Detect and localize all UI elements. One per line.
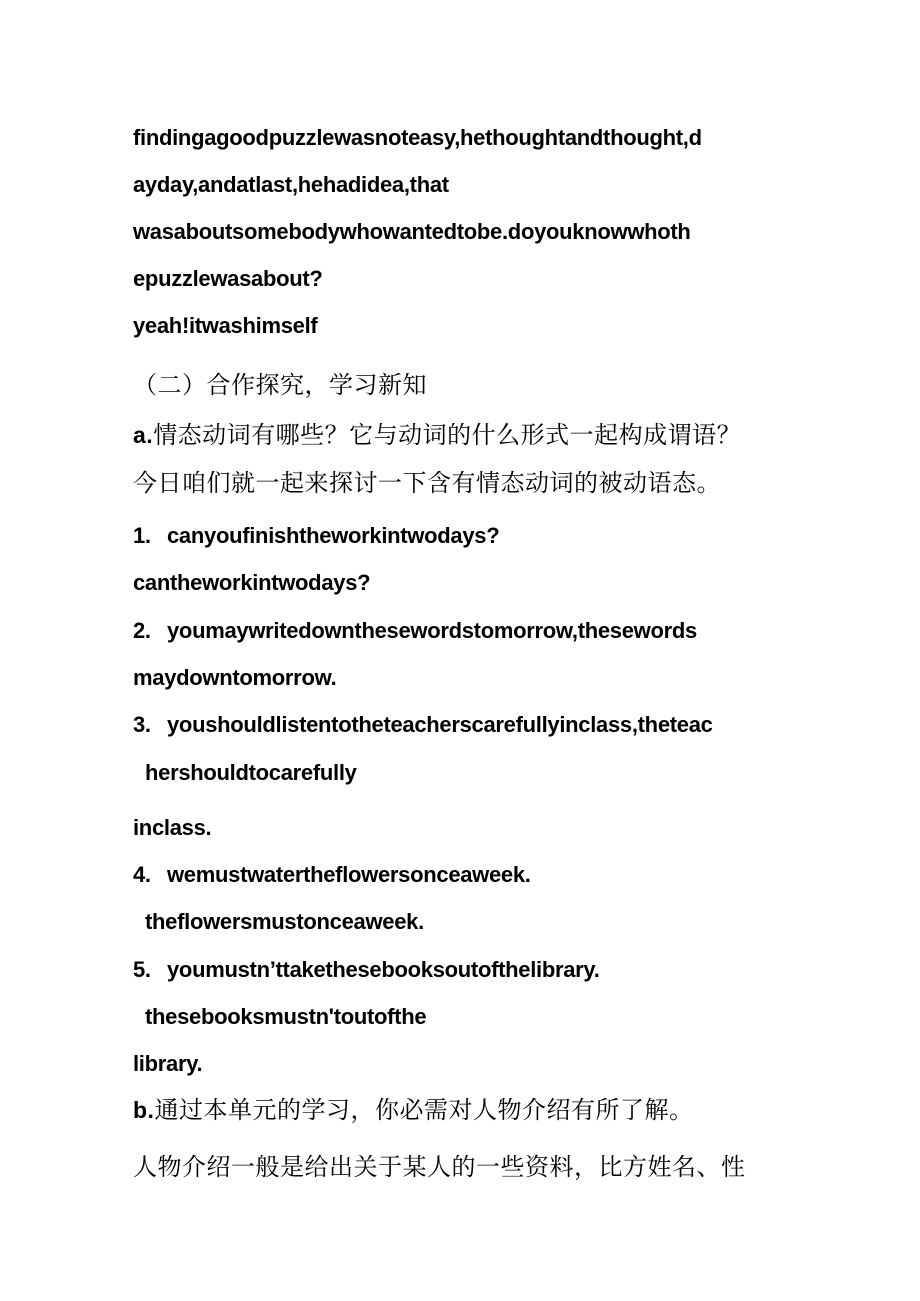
- exercise-number: 3.: [133, 712, 151, 737]
- exercise-text: youmustn’ttakethesebooksoutofthelibrary.: [167, 957, 600, 982]
- part-b-label: b.: [133, 1097, 155, 1123]
- exercise-5-line-1: [133, 959, 600, 981]
- intro-line-5: yeah!itwashimself: [133, 313, 318, 338]
- exercise-text: youshouldlistentotheteacherscarefullyinclass,theteac: [167, 712, 713, 737]
- exercise-1-line-1: [133, 525, 499, 547]
- exercise-text: youmaywritedownthesewordstomorrow,thesewords: [167, 618, 697, 643]
- exercise-number: 2.: [133, 618, 151, 643]
- exercise-1-line-2: cantheworkintwodays?: [133, 570, 371, 595]
- intro-line-2: ayday,andatlast,hehadidea,that: [133, 172, 449, 197]
- exercise-text: canyoufinishtheworkintwodays?: [167, 523, 500, 548]
- exercise-3-line-1: [133, 714, 713, 736]
- part-a-paragraph: [133, 423, 741, 447]
- exercise-3-line-2: hershouldtocarefully: [145, 760, 357, 785]
- part-a-label: a.: [133, 422, 154, 448]
- exercise-number: 4.: [133, 862, 151, 887]
- intro-line-1: findingagoodpuzzlewasnoteasy,hethoughtandthought,d: [133, 125, 702, 150]
- exercise-2-line-1: [133, 620, 697, 642]
- part-b-text: 通过本单元的学习，你必需对人物介绍有所了解。: [154, 1096, 694, 1124]
- part-a-text-2: 今日咱们就一起来探讨一下含有情态动词的被动语态。: [133, 469, 721, 497]
- intro-line-4: epuzzlewasabout?: [133, 266, 323, 291]
- part-b-paragraph: [133, 1098, 693, 1122]
- exercise-5-line-3: library.: [133, 1051, 203, 1076]
- part-b-text-2: 人物介绍一般是给出关于某人的一些资料，比方姓名、性: [133, 1153, 746, 1181]
- exercise-4-line-1: [133, 864, 531, 886]
- section-heading: （二）合作探究，学习新知: [133, 371, 427, 399]
- part-a-text: 情态动词有哪些？它与动词的什么形式一起构成谓语？: [153, 421, 742, 449]
- exercise-2-line-2: maydowntomorrow.: [133, 665, 337, 690]
- intro-line-3: wasaboutsomebodywhowantedtobe.doyouknowwhoth: [133, 219, 691, 244]
- exercise-3-line-3: inclass.: [133, 815, 212, 840]
- exercise-number: 1.: [133, 523, 151, 548]
- exercise-5-line-2: thesebooksmustn'toutofthe: [145, 1004, 427, 1029]
- exercise-text: wemustwatertheflowersonceaweek.: [167, 862, 531, 887]
- exercise-number: 5.: [133, 957, 151, 982]
- exercise-4-line-2: theflowersmustonceaweek.: [145, 909, 424, 934]
